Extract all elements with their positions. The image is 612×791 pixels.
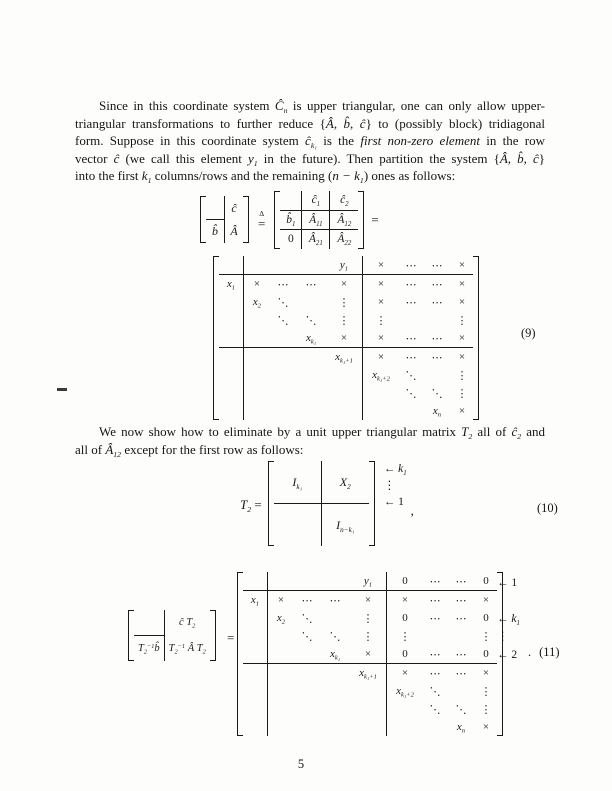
matrix-cell [270, 402, 296, 420]
equation-10-number: (10) [537, 501, 558, 515]
matrix-cell [243, 664, 268, 683]
matrix-cell: × [326, 329, 363, 348]
matrix-cell [274, 504, 322, 547]
t2-lhs: $T_2$ = [240, 497, 262, 515]
matrix-row [280, 210, 358, 230]
matrix-cell: ⋮ [338, 314, 350, 327]
matrix-cell: ⋮ [480, 630, 492, 643]
matrix-cell [294, 664, 320, 683]
matrix-cell: × [363, 275, 400, 294]
matrix-cell [294, 700, 320, 718]
matrix-table [219, 256, 473, 420]
matrix-cell: ⋯ [405, 351, 417, 364]
matrix-cell [219, 366, 244, 384]
matrix-cell [423, 627, 447, 645]
row-annotations [497, 574, 520, 736]
matrix-cell: ⋱ [277, 314, 289, 327]
matrix-cell: ⋱ [277, 296, 289, 309]
matrix-cell: 0 [475, 645, 497, 664]
matrix-cell: $ĉ_1$ [302, 191, 330, 210]
matrix-cell: ⋱ [305, 314, 317, 327]
matrix-row [134, 610, 210, 636]
matrix-cell: ⋯ [301, 594, 313, 607]
matrix-cell [268, 682, 295, 700]
matrix-cell: ⋯ [423, 256, 451, 275]
matrix-cell: ⋮ [456, 369, 468, 382]
matrix-cell: ⋯ [429, 612, 441, 625]
matrix-cell: $x_{k_1}$ [320, 645, 350, 664]
matrix-cell [243, 718, 268, 736]
matrix-cell [320, 682, 350, 700]
matrix-cell [270, 366, 296, 384]
equation-11-end [528, 645, 560, 660]
matrix-cell [243, 572, 268, 591]
matrix-cell: ⋯ [455, 667, 467, 680]
matrix-cell [320, 572, 350, 591]
matrix-cell: $Â_{21}$ [302, 230, 330, 249]
matrix-cell [399, 402, 423, 420]
equation-definition [200, 191, 379, 249]
matrix-cell: ⋮ [362, 612, 374, 625]
matrix-cell [296, 348, 326, 367]
matrix-row [219, 256, 473, 275]
matrix-cell [219, 384, 244, 402]
matrix-cell [296, 402, 326, 420]
right-bracket [210, 610, 216, 661]
matrix-cell [268, 700, 295, 718]
matrix-cell: ⋮ [338, 296, 350, 309]
matrix-row [219, 384, 473, 402]
row-annotation: ← $k_1$ [497, 613, 520, 627]
matrix-cell: × [451, 256, 473, 275]
matrix-cell [268, 572, 295, 591]
partitioned-matrix-compact [200, 196, 249, 243]
matrix-row [134, 636, 210, 662]
matrix-table [274, 461, 369, 546]
matrix-cell: ⋱ [429, 703, 441, 716]
matrix-cell [244, 402, 271, 420]
matrix-cell [294, 572, 320, 591]
matrix-cell [294, 682, 320, 700]
matrix-cell [447, 627, 475, 645]
matrix-cell [447, 682, 475, 700]
matrix-cell: 0 [387, 572, 424, 591]
matrix-cell: $b̂_1$ [280, 210, 302, 230]
row-annotation [497, 664, 520, 682]
row-annotation: ← 1 [383, 496, 404, 508]
matrix-cell: ⋯ [429, 667, 441, 680]
matrix-cell: $T_2^{-1}b̂$ [138, 642, 160, 656]
matrix-cell: 0 [475, 572, 497, 591]
equation-11-matrix [237, 572, 503, 741]
matrix-cell [387, 718, 424, 736]
matrix-cell: ⋮ [456, 387, 468, 400]
matrix-row [243, 572, 497, 591]
matrix-cell [243, 682, 268, 700]
row-annotation [497, 700, 520, 718]
matrix-cell [423, 718, 447, 736]
delta-equals-symbol [258, 210, 265, 230]
matrix-cell: × [458, 296, 466, 308]
matrix-cell: × [451, 329, 473, 348]
row-annotation: ⋮ [497, 631, 509, 643]
matrix-cell [326, 384, 363, 402]
matrix-cell [350, 718, 387, 736]
text-line: all of $Â_{12}$ except for the first row as follows: [75, 441, 304, 459]
matrix-cell: $x_2$ [268, 609, 295, 627]
matrix-row [274, 461, 369, 504]
matrix-cell: × [482, 721, 490, 733]
matrix-row [243, 718, 497, 736]
matrix-cell: ⋯ [431, 278, 443, 291]
matrix-cell: ⋯ [447, 645, 475, 664]
matrix-cell: $x_{k_1+2}$ [363, 366, 400, 384]
matrix-cell: $Â_{11}$ [302, 210, 330, 230]
matrix-cell: ⋯ [423, 572, 447, 591]
matrix-cell [243, 609, 268, 627]
matrix-cell: × [482, 667, 490, 679]
matrix-cell [243, 645, 268, 664]
matrix-cell: ĉ [225, 196, 244, 220]
partitioned-matrix-expanded [274, 191, 364, 249]
matrix-cell: $x_1$ [250, 594, 260, 608]
matrix-cell: 0 [287, 233, 294, 246]
matrix-cell: ⋱ [301, 612, 313, 625]
paragraph-1 [75, 97, 545, 185]
stray-mark [57, 388, 67, 391]
matrix-row [243, 627, 497, 645]
matrix-cell: × [364, 594, 372, 606]
text-line: triangular transformations to further reduce {Â, b̂, ĉ} to (possibly block) tridiagonal [75, 115, 546, 131]
matrix-cell: × [350, 645, 387, 664]
matrix-cell [219, 256, 244, 275]
matrix-cell [243, 627, 268, 645]
matrix-cell [219, 311, 244, 329]
matrix-row [243, 682, 497, 700]
matrix-cell: ⋯ [305, 278, 317, 291]
equals-glyph: = [258, 215, 266, 231]
matrix-cell: × [244, 275, 271, 294]
matrix-cell [320, 664, 350, 683]
matrix-cell: ⋱ [429, 685, 441, 698]
matrix-cell: ⋱ [405, 387, 417, 400]
matrix-cell: × [387, 664, 424, 683]
trailing-equals: = [371, 211, 379, 227]
matrix-row [274, 504, 369, 547]
matrix-cell: ĉ $T_2$ [164, 610, 210, 636]
matrix-cell [244, 366, 271, 384]
matrix-cell: × [363, 329, 400, 348]
equation-10 [240, 461, 414, 546]
matrix-cell [320, 718, 350, 736]
matrix-cell [387, 700, 424, 718]
text-line: Since in this coordinate system $Ĉ_n$ is upper triangular, one can only allow upper- [99, 98, 545, 116]
matrix-cell [244, 348, 271, 367]
matrix-cell: × [458, 278, 466, 290]
comma: , [410, 503, 414, 518]
matrix-cell: $Â_{22}$ [330, 230, 359, 249]
matrix-cell [219, 293, 244, 311]
matrix-cell: ⋮ [362, 630, 374, 643]
matrix-cell: $x_{k_1+1}$ [359, 667, 377, 681]
equation-11-number: (11) [539, 645, 560, 659]
matrix-cell: ⋯ [455, 594, 467, 607]
matrix-cell: ⋱ [455, 703, 467, 716]
matrix-cell: × [363, 256, 400, 275]
matrix-cell: × [268, 591, 295, 610]
text-line: into the first $k_1$ columns/rows and the remaining $(n - k_1)$ ones as follows: [75, 168, 456, 186]
matrix-cell: $X_2$ [321, 461, 369, 504]
matrix-cell: ⋱ [329, 630, 341, 643]
matrix-cell [296, 256, 326, 275]
matrix-cell [296, 293, 326, 311]
matrix-cell [326, 366, 363, 384]
matrix-row [243, 664, 497, 683]
matrix-cell [268, 664, 295, 683]
matrix-cell: ⋱ [405, 369, 417, 382]
matrix-cell [244, 311, 271, 329]
row-annotation: ← 2 [497, 649, 518, 661]
matrix-cell: ⋯ [405, 278, 417, 291]
equation-9-matrix [213, 256, 479, 425]
equation-11-equals: = [227, 630, 235, 645]
period: . [528, 645, 532, 659]
matrix-table [243, 572, 497, 736]
matrix-cell: $x_1$ [226, 278, 236, 292]
matrix-cell: × [458, 405, 466, 417]
matrix-cell [134, 610, 164, 636]
matrix-cell: 0 [387, 609, 424, 627]
t2-matrix [268, 461, 375, 546]
matrix-cell: ⋯ [431, 351, 443, 364]
matrix-cell: $x_2$ [244, 293, 271, 311]
matrix-cell [244, 329, 271, 348]
matrix-cell [268, 627, 295, 645]
row-annotation: ⋮ [383, 479, 396, 492]
matrix-cell [296, 366, 326, 384]
matrix-cell: $x_{k_1}$ [296, 329, 326, 348]
text-line: vector ĉ (we call this element $y_1$ in the future). Then partition the system {Â, b̂, ĉ} [75, 150, 545, 168]
right-bracket [358, 191, 364, 249]
matrix-cell: ⋯ [423, 645, 447, 664]
matrix-cell: $y_1$ [350, 572, 387, 591]
matrix-cell: $I_{k_1}$ [274, 461, 322, 504]
matrix-cell [268, 645, 295, 664]
matrix-table [134, 610, 210, 661]
matrix-cell [294, 718, 320, 736]
matrix-cell: ⋮ [456, 314, 468, 327]
row-annotation: ← 1 [497, 577, 518, 589]
matrix-cell: × [363, 348, 400, 367]
row-annotation [497, 592, 520, 610]
delta-glyph: Δ [259, 209, 265, 218]
matrix-cell [326, 402, 363, 420]
matrix-row [206, 196, 243, 220]
matrix-row [219, 329, 473, 348]
matrix-cell: $I_{n-k_1}$ [321, 504, 369, 547]
matrix-cell: Â [225, 220, 244, 244]
matrix-cell: $T_2^{-1}$ Â $T_2$ [164, 636, 210, 662]
matrix-cell: $ĉ_2$ [330, 191, 359, 210]
matrix-cell [244, 384, 271, 402]
matrix-cell [363, 384, 400, 402]
matrix-cell: × [458, 351, 466, 363]
matrix-cell: $x_{k_1+2}$ [387, 682, 424, 700]
matrix-cell: $x_n$ [456, 721, 466, 735]
matrix-cell: ⋯ [405, 296, 417, 309]
matrix-row [280, 230, 358, 249]
matrix-cell: $y_1$ [326, 256, 363, 275]
row-annotations [384, 461, 407, 511]
matrix-cell: b̂ [212, 224, 218, 239]
matrix-cell: ⋱ [431, 387, 443, 400]
row-annotation [497, 682, 520, 700]
matrix-cell: ⋮ [387, 627, 424, 645]
right-bracket [243, 196, 249, 243]
matrix-cell [268, 718, 295, 736]
matrix-cell: ⋯ [447, 572, 475, 591]
matrix-cell: × [387, 591, 424, 610]
matrix-cell [270, 348, 296, 367]
matrix-cell: ⋯ [423, 329, 451, 348]
matrix-cell [206, 196, 225, 220]
matrix-cell: ⋯ [431, 296, 443, 309]
matrix-row [219, 275, 473, 294]
matrix-row [280, 191, 358, 210]
matrix-table [280, 191, 358, 249]
matrix-row [219, 348, 473, 367]
matrix-cell [399, 311, 423, 329]
matrix-row [243, 645, 497, 664]
matrix-cell: $x_n$ [432, 405, 442, 419]
matrix-cell [270, 256, 296, 275]
matrix-cell [320, 609, 350, 627]
text-line: We now show how to eliminate by a unit upper triangular matrix $T_2$ all of $ĉ_2$ and [99, 424, 546, 442]
matrix-cell: 0 [387, 645, 424, 664]
matrix-cell: ⋯ [277, 278, 289, 291]
paragraph-2 [75, 423, 545, 458]
matrix-cell [350, 700, 387, 718]
matrix-cell: ⋯ [399, 256, 423, 275]
matrix-cell: ⋱ [301, 630, 313, 643]
matrix-cell [423, 311, 451, 329]
matrix-cell [219, 402, 244, 420]
matrix-row [243, 700, 497, 718]
matrix-row [243, 591, 497, 610]
matrix-cell: ⋮ [363, 311, 400, 329]
page-number: 5 [297, 757, 305, 771]
matrix-cell [280, 191, 302, 210]
matrix-cell: × [363, 293, 400, 311]
matrix-cell [423, 366, 451, 384]
right-bracket [473, 256, 479, 420]
matrix-cell: ⋯ [399, 329, 423, 348]
matrix-cell: 0 [483, 612, 489, 624]
matrix-cell [350, 682, 387, 700]
matrix-row [219, 293, 473, 311]
matrix-cell: ⋯ [329, 594, 341, 607]
matrix-cell [296, 384, 326, 402]
equation-9-number: (9) [521, 326, 536, 340]
matrix-cell: ⋯ [429, 594, 441, 607]
matrix-row [219, 366, 473, 384]
text-line: form. Suppose in this coordinate system $ĉ_{k_1}$ is the first non-zero element in the row [75, 133, 545, 151]
matrix-cell: $x_{k_1+1}$ [335, 351, 353, 365]
matrix-row [219, 311, 473, 329]
matrix-cell [219, 329, 244, 348]
matrix-cell [270, 329, 296, 348]
matrix-table [206, 196, 243, 243]
matrix-row [219, 402, 473, 420]
matrix-cell: × [482, 594, 490, 606]
matrix-row [206, 220, 243, 244]
matrix-cell [294, 645, 320, 664]
matrix-cell: ⋮ [480, 685, 492, 698]
matrix-cell [320, 700, 350, 718]
matrix-cell [243, 700, 268, 718]
row-annotation [497, 718, 520, 736]
matrix-cell: ⋯ [455, 612, 467, 625]
right-bracket [369, 461, 375, 546]
matrix-cell: ⋮ [480, 703, 492, 716]
row-annotation: ← $k_1$ [383, 463, 407, 477]
matrix-cell [219, 348, 244, 367]
matrix-cell [363, 402, 400, 420]
matrix-row [243, 609, 497, 627]
equation-11-lhs-matrix [128, 610, 216, 666]
matrix-cell [270, 384, 296, 402]
matrix-cell [244, 256, 271, 275]
matrix-cell: $Â_{12}$ [330, 210, 359, 230]
matrix-cell: × [340, 278, 348, 290]
